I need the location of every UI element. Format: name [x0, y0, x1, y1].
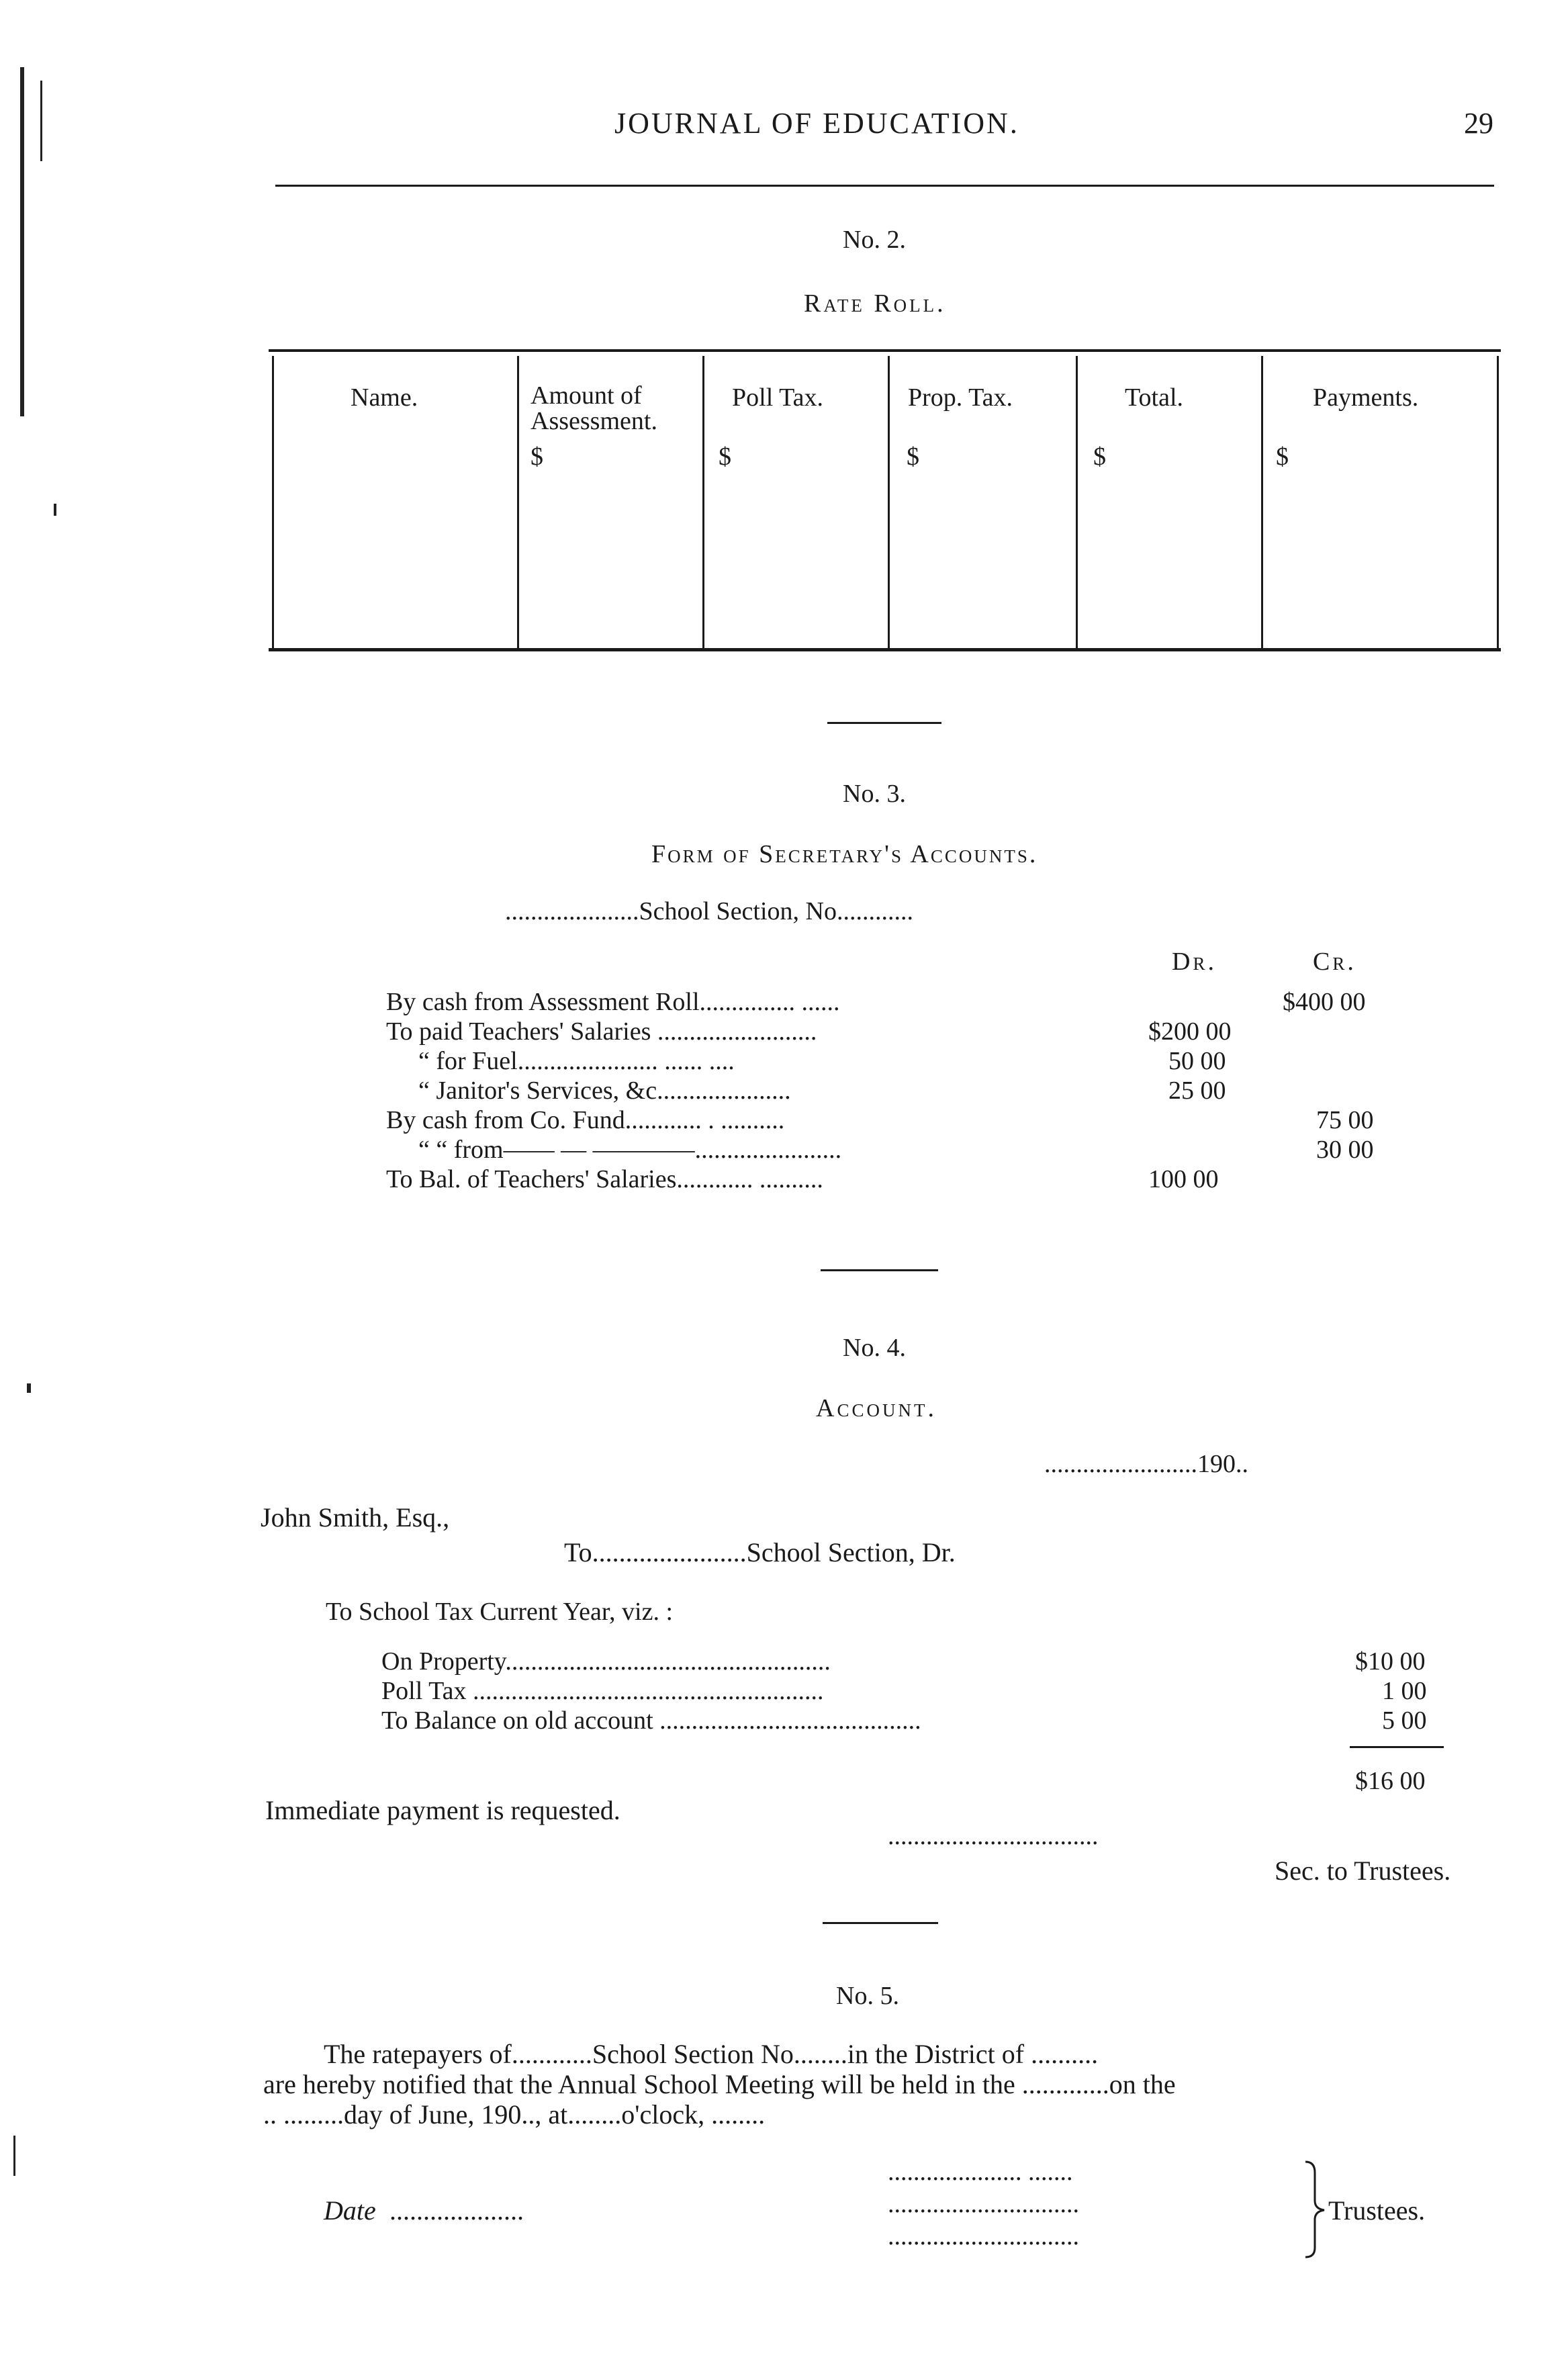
tax-item: To Balance on old account .........................................: [381, 1706, 921, 1735]
debit-amount: 100 00: [1148, 1165, 1219, 1193]
account-entry: To paid Teachers' Salaries .........................: [386, 1017, 817, 1046]
tax-amount: $10 00: [1355, 1647, 1426, 1676]
credit-amount: $400 00: [1283, 988, 1366, 1016]
section-divider: [827, 722, 941, 724]
margin-scan-mark: [40, 81, 42, 161]
margin-scan-mark: [20, 67, 24, 416]
tax-amount: 5 00: [1382, 1706, 1427, 1735]
tax-item: On Property...................................................: [381, 1647, 831, 1676]
column-header-payments: Payments.: [1313, 383, 1419, 412]
table-col-rule: [888, 356, 890, 650]
table-col-rule: [1261, 356, 1263, 650]
debit-header: Dr.: [1172, 948, 1217, 976]
account-entry: “ “ from—— — ————.......................: [418, 1136, 842, 1164]
tax-intro: To School Tax Current Year, viz. :: [326, 1598, 674, 1626]
running-head: JOURNAL OF EDUCATION.: [614, 107, 1019, 140]
account-entry: “ Janitor's Services, &c.....................: [418, 1077, 791, 1105]
total-rule: [1350, 1746, 1444, 1748]
debit-amount: 50 00: [1168, 1047, 1226, 1075]
tax-total: $16 00: [1355, 1767, 1426, 1795]
debit-amount: $200 00: [1148, 1017, 1232, 1046]
account-entry: By cash from Co. Fund............ . ..........: [386, 1106, 785, 1134]
header-rule: [275, 185, 1494, 187]
trustee-signature-line: ..................... .......: [888, 2158, 1073, 2186]
to-school-section-line: To.......................School Section, Dr.: [564, 1537, 956, 1567]
trustees-brace: [1303, 2159, 1330, 2260]
currency-sign: $: [719, 443, 731, 471]
credit-header: Cr.: [1313, 948, 1356, 976]
currency-sign: $: [531, 443, 543, 471]
table-col-rule: [272, 356, 274, 650]
table-col-rule: [1076, 356, 1078, 650]
accounts-table: [386, 987, 1393, 1202]
notice-line: The ratepayers of............School Section No........in the District of ..........: [324, 2039, 1099, 2069]
signature-line: .................................: [888, 1822, 1099, 1850]
currency-sign: $: [1276, 443, 1289, 471]
section-divider: [823, 1922, 938, 1924]
margin-scan-mark: [54, 504, 56, 516]
tax-item: Poll Tax .......................................................: [381, 1677, 824, 1705]
column-header-poll-tax: Poll Tax.: [732, 383, 823, 412]
margin-scan-mark: [27, 1383, 31, 1393]
date-line: ........................190..: [1044, 1450, 1248, 1478]
column-header-prop-tax: Prop. Tax.: [908, 383, 1013, 412]
notice-line: are hereby notified that the Annual School Meeting will be held in the .............on the: [263, 2069, 1176, 2099]
credit-amount: 30 00: [1316, 1136, 1374, 1164]
account-entry: By cash from Assessment Roll............... ......: [386, 988, 840, 1016]
form3-number: No. 3.: [843, 780, 906, 808]
date-dots: ....................: [389, 2195, 524, 2226]
trustees-label: Trustees.: [1328, 2195, 1426, 2226]
form4-number: No. 4.: [843, 1334, 906, 1362]
payment-request: Immediate payment is requested.: [265, 1795, 620, 1825]
margin-scan-mark: [13, 2136, 15, 2176]
currency-sign: $: [1093, 443, 1106, 471]
form5-number: No. 5.: [836, 1982, 899, 2010]
trustee-signature-line: ..............................: [888, 2190, 1079, 2218]
table-col-rule: [1497, 356, 1499, 650]
notice-line: .. .........day of June, 190.., at........o'clock, ........: [263, 2099, 766, 2130]
column-header-assessment: Amount of Assessment.: [531, 381, 657, 435]
table-col-rule: [702, 356, 704, 650]
credit-amount: 75 00: [1316, 1106, 1374, 1134]
table-col-rule: [517, 356, 519, 650]
page-number: 29: [1464, 107, 1493, 140]
debit-amount: 25 00: [1168, 1077, 1226, 1105]
column-header-total: Total.: [1125, 383, 1184, 412]
form2-number: No. 2.: [843, 226, 906, 254]
form4-title: Account.: [816, 1394, 937, 1422]
account-entry: “ for Fuel...................... ...... ....: [418, 1047, 735, 1075]
table-top-rule: [269, 349, 1501, 352]
date-label: Date: [324, 2195, 376, 2226]
section-divider: [821, 1269, 938, 1271]
table-bottom-rule: [269, 648, 1501, 651]
tax-items: [381, 1647, 1456, 1747]
currency-sign: $: [907, 443, 919, 471]
trustee-signature-line: ..............................: [888, 2222, 1079, 2250]
account-entry: To Bal. of Teachers' Salaries............ ..........: [386, 1165, 823, 1193]
addressee: John Smith, Esq.,: [261, 1502, 450, 1533]
column-header-name: Name.: [351, 383, 418, 412]
rate-roll-table: [269, 349, 1501, 655]
signature-label: Sec. to Trustees.: [1275, 1856, 1451, 1886]
tax-amount: 1 00: [1382, 1677, 1427, 1705]
form2-title: Rate Roll.: [804, 289, 946, 318]
form3-title: Form of Secretary's Accounts.: [651, 840, 1038, 868]
school-section-line: .....................School Section, No............: [505, 897, 913, 925]
